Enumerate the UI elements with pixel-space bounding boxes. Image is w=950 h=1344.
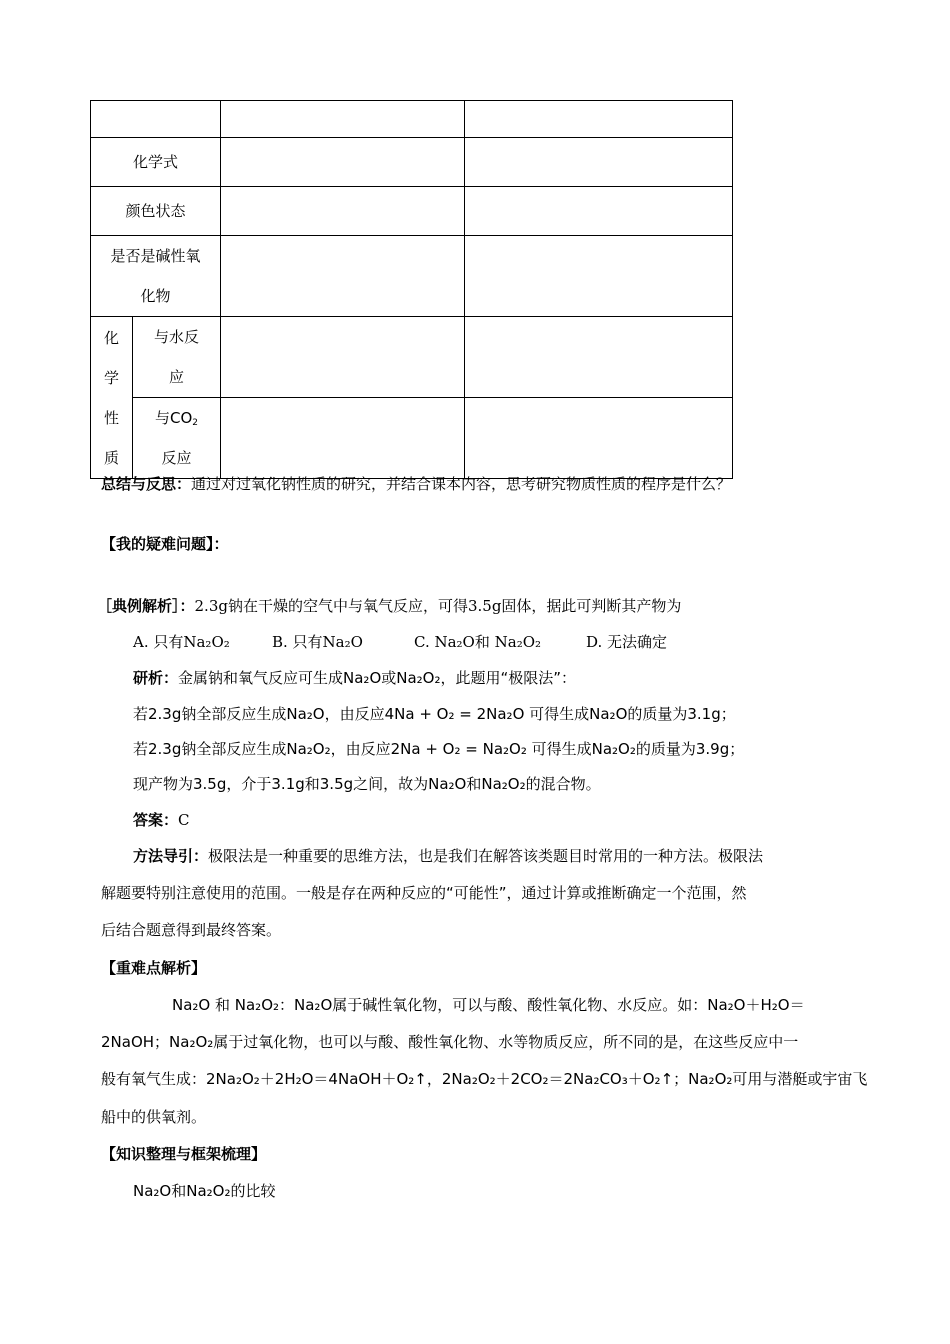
table-cell [465, 236, 733, 317]
row-label-line [133, 398, 220, 438]
table-cell [221, 317, 465, 398]
table-header-row [91, 101, 733, 138]
vertical-char: 学 [103, 368, 119, 387]
table-row [91, 236, 733, 317]
row-label-color: 颜色状态 [91, 187, 221, 236]
row-label-co2-reaction [133, 398, 221, 479]
analysis-text: 金属钠和氧气反应可生成Na₂O或Na₂O₂，此题用“极限法”： [178, 669, 577, 687]
answer-value: C [178, 811, 190, 829]
method-line-2: 解题要特别注意使用的范围。一般是存在两种反应的“可能性”，通过计算或推断确定一个范围，然 [101, 884, 747, 902]
method-line-1 [133, 846, 763, 866]
analysis-label: 研析： [133, 669, 179, 687]
analysis-line-1: 若2.3g钠全部反应生成Na₂O，由反应4Na + O₂ = 2Na₂O 可得生成Na₂O的质量为3.1g； [133, 705, 736, 723]
row-label-line: 应 [168, 368, 184, 386]
table-row [91, 187, 733, 236]
key-points-line-4: 船中的供氧剂。 [101, 1108, 207, 1126]
method-label: 方法导引： [133, 847, 209, 865]
table-cell [221, 398, 465, 479]
table-row [91, 317, 733, 398]
key-points-line-1: Na₂O 和 Na₂O₂：Na₂O属于碱性氧化物，可以与酸、酸性氧化物、水反应。如：Na₂O＋H₂O＝ [172, 996, 805, 1014]
my-questions-heading: 【我的疑难问题】： [101, 535, 229, 553]
vertical-char: 质 [103, 448, 119, 467]
row-label-water-reaction [133, 317, 221, 398]
row-label-line: 是否是碱性氧 [110, 247, 201, 265]
table-row [91, 398, 733, 479]
comparison-table [90, 100, 733, 479]
key-points-heading: 【重难点解析】 [101, 959, 207, 977]
table-cell [465, 187, 733, 236]
knowledge-heading: 【知识整理与框架梳理】 [101, 1145, 267, 1163]
table-cell [465, 317, 733, 398]
answer-line [133, 810, 190, 830]
text: 与 [154, 409, 170, 427]
table-row [91, 138, 733, 187]
method-text: 极限法是一种重要的思维方法，也是我们在解答该类题目时常用的一种方法。极限法 [208, 847, 764, 865]
table-cell [465, 101, 733, 138]
row-label-line: 化物 [140, 287, 171, 305]
row-label-line: 反应 [161, 449, 192, 467]
option-b: B. 只有Na₂O [272, 633, 363, 651]
example-text: 2.3g钠在干燥的空气中与氧气反应，可得3.5g固体，据此可判断其产物为 [194, 597, 682, 615]
row-label-basic-oxide [91, 236, 221, 317]
vertical-char: 性 [103, 408, 119, 427]
key-points-line-2: 2NaOH；Na₂O₂属于过氧化物，也可以与酸、酸性氧化物、水等物质反应，所不同的是，在这些反应中一 [101, 1033, 799, 1051]
subscript: 2 [192, 418, 199, 428]
table-cell [465, 138, 733, 187]
method-line-3: 后结合题意得到最终答案。 [101, 921, 282, 939]
table-cell [221, 101, 465, 138]
summary-line [101, 474, 731, 494]
analysis-line-2: 若2.3g钠全部反应生成Na₂O₂，由反应2Na + O₂ = Na₂O₂ 可得生成Na₂O₂的质量为3.9g； [133, 740, 745, 758]
row-label-chemical-properties [91, 317, 133, 479]
formula: CO [170, 409, 193, 427]
option-a: A. 只有Na₂O₂ [133, 633, 230, 651]
example-label: ［典例解析］： [97, 597, 195, 615]
table-cell [221, 236, 465, 317]
table-cell [91, 101, 221, 138]
summary-text: 通过对过氧化钠性质的研究，并结合课本内容，思考研究物质性质的程序是什么？ [191, 475, 732, 493]
option-d: D. 无法确定 [586, 633, 668, 651]
analysis-line [133, 668, 576, 688]
row-label-line: 与水反 [153, 328, 199, 346]
table-cell [465, 398, 733, 479]
vertical-char: 化 [103, 328, 119, 347]
option-c: C. Na₂O和 Na₂O₂ [414, 633, 542, 651]
table-cell [221, 138, 465, 187]
example-question [97, 596, 681, 616]
key-points-line-3: 般有氧气生成：2Na₂O₂＋2H₂O＝4NaOH＋O₂↑，2Na₂O₂＋2CO₂＝2Na₂CO₃＋O₂↑；Na₂O₂可用与潜艇或宇宙飞 [101, 1070, 868, 1088]
knowledge-line-1: Na₂O和Na₂O₂的比较 [133, 1182, 276, 1200]
row-label-formula: 化学式 [91, 138, 221, 187]
table-cell [221, 187, 465, 236]
summary-label: 总结与反思： [101, 475, 192, 493]
answer-label: 答案： [133, 811, 179, 829]
analysis-line-3: 现产物为3.5g，介于3.1g和3.5g之间，故为Na₂O和Na₂O₂的混合物。 [133, 775, 601, 793]
